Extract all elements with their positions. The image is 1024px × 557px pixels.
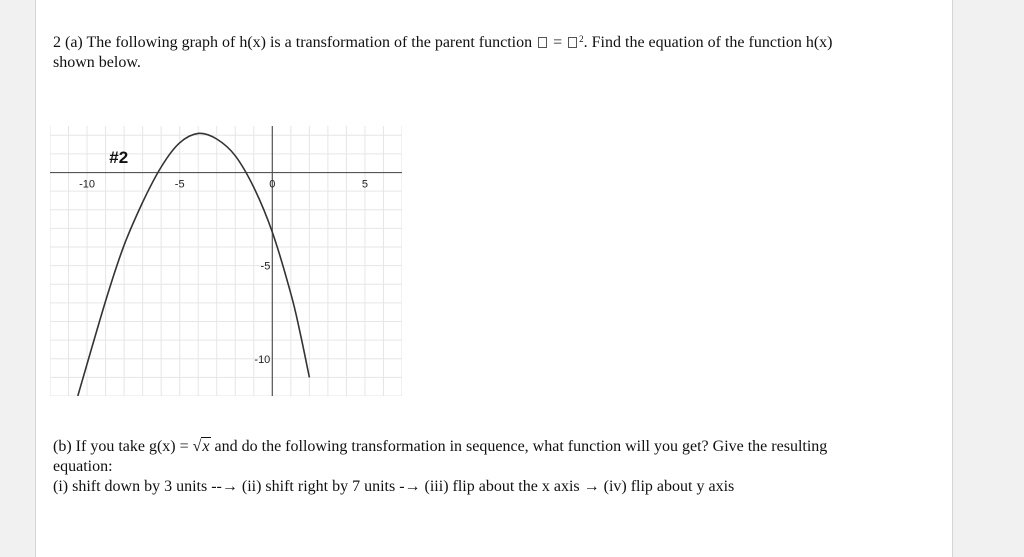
y-tick-label: -10: [254, 353, 271, 366]
sqrt-variable: x: [202, 438, 210, 455]
transformation-steps: (i) shift down by 3 units --→ (ii) shift right by 7 units -→ (iii) flip about the x axis → (iv) flip about y axis: [53, 478, 735, 495]
question-a-end: . Find the equation of the function h(x) shown below.: [53, 34, 833, 71]
question-a-text: [53, 29, 873, 73]
equals-sign: =: [553, 34, 563, 51]
x-tick-label: -10: [79, 178, 96, 191]
x-tick-label: 0: [269, 178, 276, 191]
question-b-text: [53, 437, 883, 497]
question-a-intro: 2 (a) The following graph of h(x) is a transformation of the parent function: [53, 34, 533, 51]
tick-labels: [79, 179, 368, 366]
missing-glyph-box: [538, 37, 547, 48]
y-tick-label: -5: [260, 260, 271, 273]
question-b-continue: and do the following transformation in sequence, what function will you get? Give the resulting equation:: [53, 438, 828, 475]
x-tick-label: 5: [361, 178, 369, 191]
x-tick-label: -5: [174, 178, 185, 191]
grid-lines: [50, 126, 402, 396]
graph-h-of-x: [50, 126, 402, 396]
axes: [50, 126, 402, 396]
superscript-2: 2: [579, 34, 584, 44]
graph-title: #2: [109, 148, 129, 168]
question-b-intro: (b) If you take g(x) = √: [53, 438, 202, 455]
missing-glyph-box: [568, 37, 577, 48]
